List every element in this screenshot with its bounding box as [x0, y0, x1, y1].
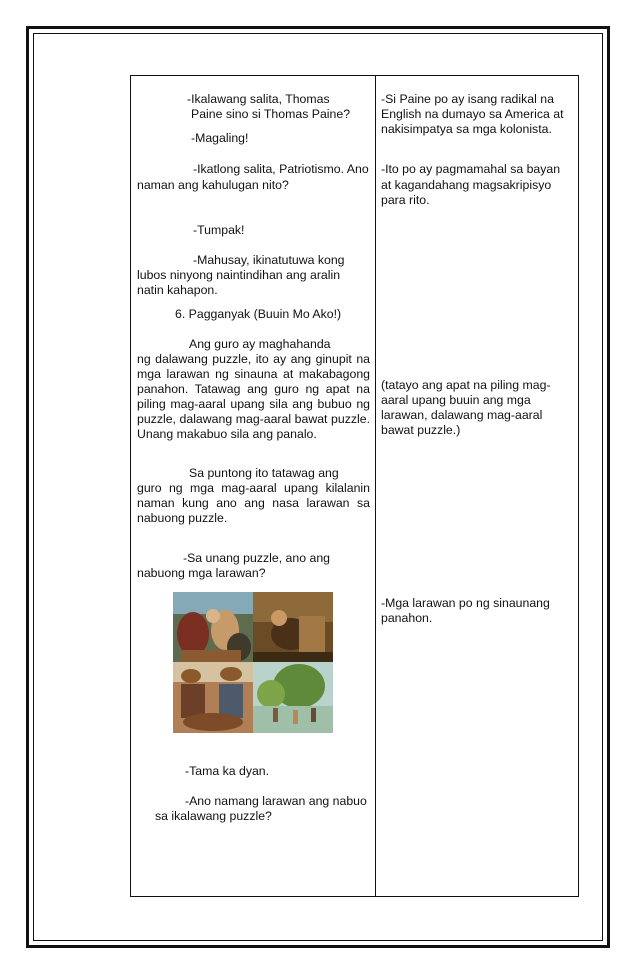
- student-line: para rito.: [381, 193, 430, 207]
- section-heading: 6. Pagganyak (Buuin Mo Ako!): [175, 307, 342, 321]
- teacher-paragraph: ng dalawang puzzle, ito ay ang ginupit na mga larawan ng sinauna at makabagong panahon. Tatawag ang guro ng apat na piling mag-aaral upang sila ang bubuo ng puzzle, dalawang mag-aaral bawat puzzle. Unang makabuo sila ang panalo.: [137, 352, 370, 441]
- teacher-line: -Sa unang puzzle, ano ang: [183, 551, 330, 565]
- teacher-paragraph-lead: Ang guro ay maghahanda: [189, 337, 331, 351]
- student-line: nakisimpatya sa mga kolonista.: [381, 122, 552, 136]
- student-line: -Mga larawan po ng sinaunang: [381, 596, 550, 610]
- student-line: at kagandahang magsakripisyo: [381, 178, 552, 192]
- column-divider: [375, 75, 376, 897]
- teacher-line: sa ikalawang puzzle?: [155, 809, 272, 823]
- artwork-tile-3: [173, 662, 253, 733]
- artwork-tile-2: [253, 592, 333, 662]
- student-line: larawan, dalawang mag-aaral: [381, 408, 543, 422]
- teacher-line: natin kahapon.: [137, 283, 218, 297]
- puzzle-artwork: [173, 592, 333, 733]
- student-line: aaral upang buuin ang mga: [381, 393, 531, 407]
- student-line: -Si Paine po ay isang radikal na: [381, 92, 554, 106]
- teacher-line: Paine sino si Thomas Paine?: [191, 107, 351, 121]
- student-line: English na dumayo sa America at: [381, 107, 564, 121]
- student-line: panahon.: [381, 611, 433, 625]
- teacher-paragraph: guro ng mga mag-aaral upang kilalanin naman kung ano ang nasa larawan sa nabuong puzzle.: [137, 481, 370, 525]
- teacher-line: nabuong mga larawan?: [137, 566, 266, 580]
- teacher-line: -Tama ka dyan.: [185, 764, 270, 778]
- student-line: bawat puzzle.): [381, 423, 461, 437]
- teacher-line: -Ikatlong salita, Patriotismo. Ano: [193, 162, 369, 176]
- teacher-line: naman ang kahulugan nito?: [137, 178, 289, 192]
- artwork-tile-1: [173, 592, 253, 662]
- artwork-tile-4: [253, 662, 333, 733]
- teacher-line: -Tumpak!: [193, 223, 245, 237]
- teacher-line: -Magaling!: [191, 131, 249, 145]
- teacher-line: -Mahusay, ikinatutuwa kong: [193, 253, 345, 267]
- teacher-line: lubos ninyong naintindihan ang aralin: [137, 268, 341, 282]
- teacher-line: -Ano namang larawan ang nabuo: [185, 794, 367, 808]
- teacher-paragraph-lead: Sa puntong ito tatawag ang: [189, 466, 339, 480]
- teacher-line: -Ikalawang salita, Thomas: [187, 92, 330, 106]
- student-line: -Ito po ay pagmamahal sa bayan: [381, 162, 561, 176]
- student-line: (tatayo ang apat na piling mag-: [381, 378, 551, 392]
